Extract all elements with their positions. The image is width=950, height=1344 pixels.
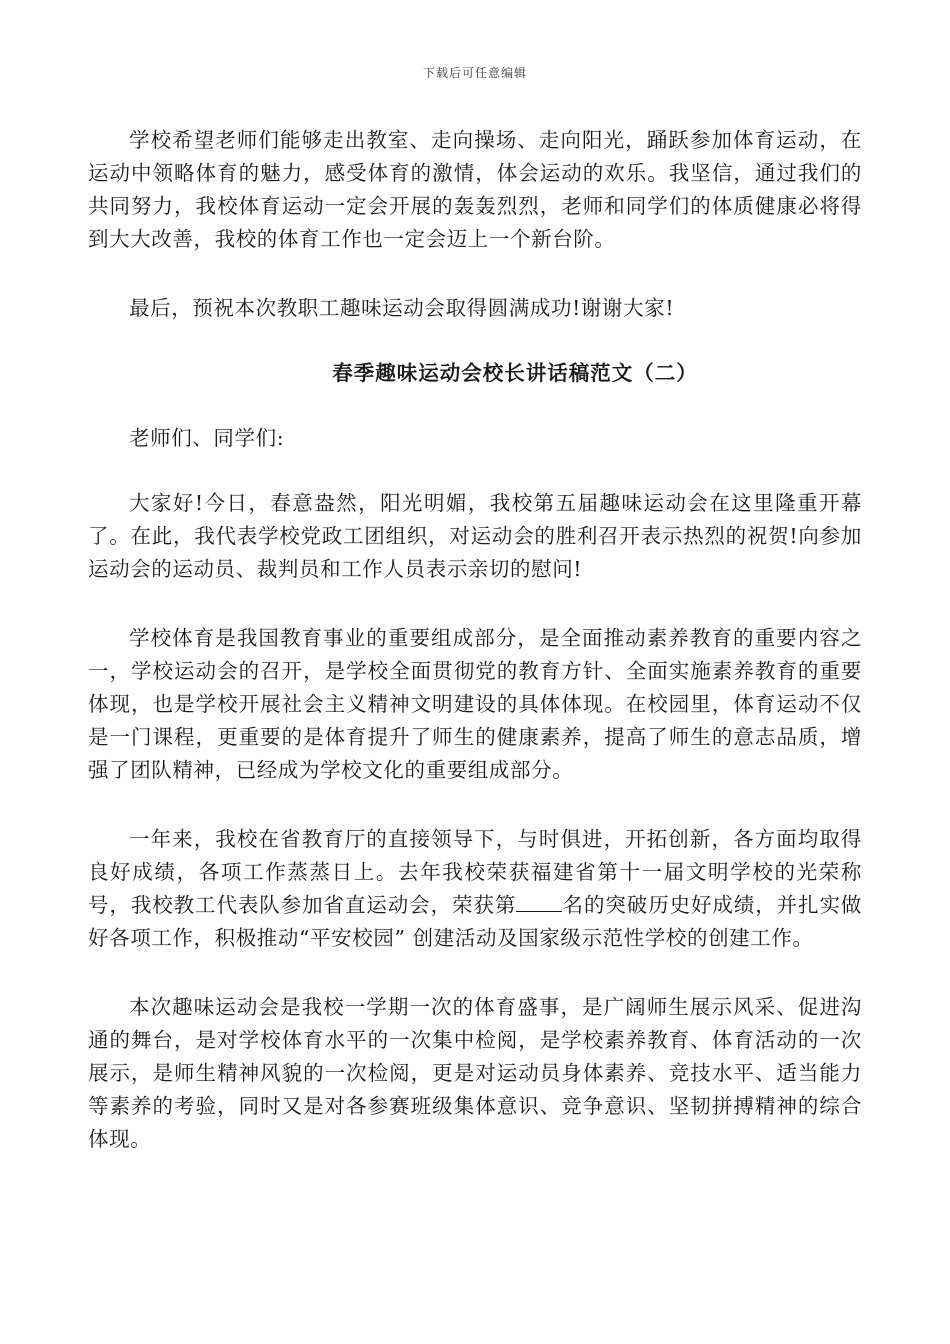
paragraph-3: 大家好!今日，春意盎然，阳光明媚，我校第五届趣味运动会在这里隆重开幕了。在此，我代表学校党政工团组织，对运动会的胜利召开表示热烈的祝贺!向参加运动会的运动员、裁判员和工作人员表示亲切的慰问! [88,491,862,581]
paragraph-4: 学校体育是我国教育事业的重要组成部分，是全面推动素养教育的重要内容之一，学校运动会的召开，是学校全面贯彻党的教育方针、全面实施素养教育的重要体现，也是学校开展社会主义精神文明建设的具体体现。在校园里，体育运动不仅是一门课程，更重要的是体育提升了师生的健康素养，提高了师生的意志品质，增强了团队精神，已经成为学校文化的重要组成部分。 [88,626,862,782]
section-title: 春季趣味运动会校长讲话稿范文（二） [332,361,698,385]
page-header-note: 下载后可任意编辑 [422,66,527,80]
paragraph-5-part-b: 名的突破历史好成绩，并扎实做好各项工作，积极推动“平安校园” 创建活动及国家级示范性学校的创建工作。 [88,893,862,950]
fill-in-blank [516,891,562,912]
paragraph-5-part-a: 一年来，我校在省教育厅的直接领导下，与时俱进，开拓创新，各方面均取得良好成绩，各项工作蒸蒸日上。去年我校荣获福建省第十一届文明学校的光荣称号，我校教工代表队参加省直运动会，荣获第 [88,827,862,917]
salutation: 老师们、同学们: [129,426,285,450]
paragraph-1: 学校希望老师们能够走出教室、走向操场、走向阳光，踊跃参加体育运动，在运动中领略体育的魅力，感受体育的激情，体会运动的欢乐。我坚信，通过我们的共同努力，我校体育运动一定会开展的轰轰烈烈，老师和同学们的体质健康必将得到大大改善，我校的体育工作也一定会迈上一个新台阶。 [88,128,862,251]
paragraph-6: 本次趣味运动会是我校一学期一次的体育盛事，是广阔师生展示风采、促进沟通的舞台，是对学校体育水平的一次集中检阅，是学校素养教育、体育活动的一次展示，是师生精神风貌的一次检阅，更是对运动员身体素养、竞技水平、适当能力等素养的考验，同时又是对各参赛班级集体意识、竞争意识、坚韧拼搏精神的综合体现。 [88,995,862,1151]
document-body [88,124,862,1156]
paragraph-5 [88,823,862,955]
paragraph-2: 最后，预祝本次教职工趣味运动会取得圆满成功!谢谢大家! [129,296,675,320]
